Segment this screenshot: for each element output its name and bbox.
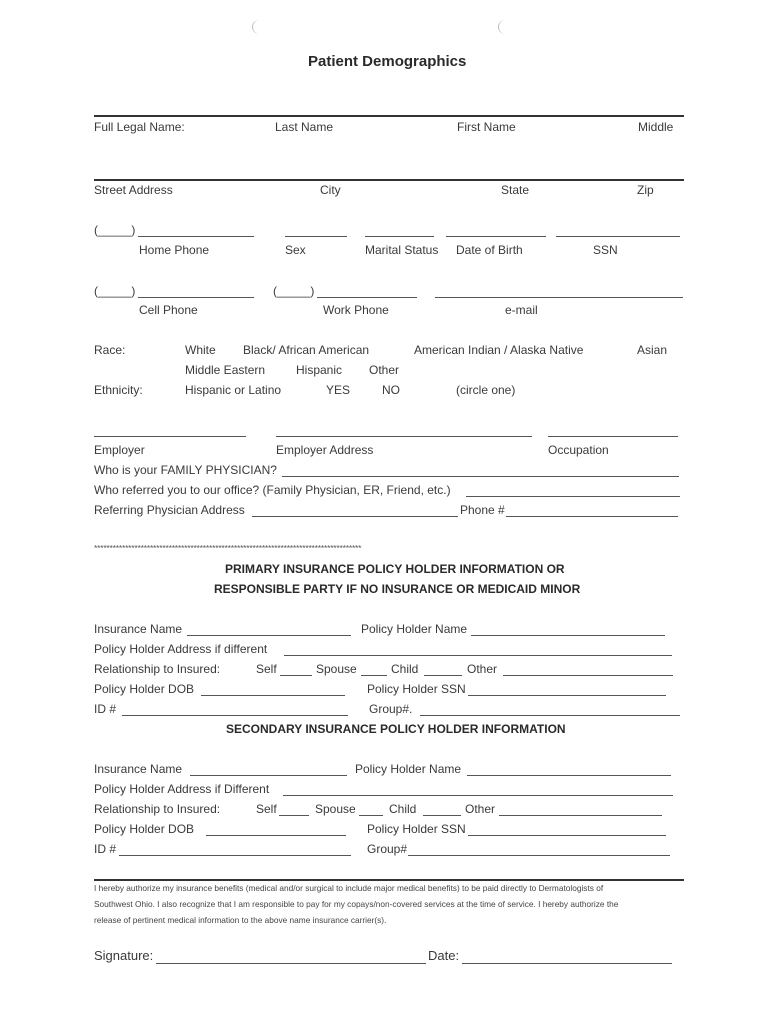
email-line[interactable] [435,297,683,298]
secondary-id-label: ID # [94,842,117,856]
primary-insurance-name-label: Insurance Name [94,622,183,636]
primary-address-label: Policy Holder Address if different [94,642,268,656]
occupation-label: Occupation [548,443,609,457]
city-label: City [320,183,341,197]
dob-line[interactable] [446,236,546,237]
primary-self-line[interactable] [280,675,312,676]
primary-policy-holder-name-label: Policy Holder Name [361,622,468,636]
state-label: State [501,183,530,197]
employer-address-label: Employer Address [276,443,374,457]
occupation-line[interactable] [548,436,678,437]
home-phone-line[interactable] [138,236,254,237]
primary-policy-holder-name-line[interactable] [471,635,665,636]
date-line[interactable] [462,963,672,964]
address-top-rule [94,179,684,181]
secondary-relationship-label: Relationship to Insured: [94,802,221,816]
race-option-black[interactable]: Black/ African American [243,343,370,357]
secondary-address-line[interactable] [283,795,673,796]
primary-child-option[interactable]: Child [391,662,419,676]
cell-phone-area-code: (_____) [94,284,136,298]
referring-physician-label: Referring Physician Address [94,503,245,517]
family-physician-question: Who is your FAMILY PHYSICIAN? [94,463,277,477]
secondary-ssn-line[interactable] [468,835,666,836]
sex-line[interactable] [285,236,347,237]
ssn-line[interactable] [556,236,680,237]
secondary-ssn-label: Policy Holder SSN [367,822,466,836]
family-physician-line[interactable] [282,476,679,477]
sex-label: Sex [285,243,306,257]
race-label: Race: [94,343,126,357]
authorization-line-3: release of pertinent medical information to the above name insurance carrier(s). [94,915,387,925]
marital-status-label: Marital Status [365,243,439,257]
street-address-label: Street Address [94,183,173,197]
primary-other-line[interactable] [503,675,673,676]
primary-ssn-label: Policy Holder SSN [367,682,466,696]
last-name-label: Last Name [275,120,334,134]
ethnicity-value: Hispanic or Latino [185,383,282,397]
page-title: Patient Demographics [308,53,467,70]
primary-id-label: ID # [94,702,117,716]
primary-id-line[interactable] [122,715,348,716]
punch-hole-right [498,20,513,34]
ethnicity-no[interactable]: NO [382,383,400,397]
employer-address-line[interactable] [276,436,532,437]
date-label: Date: [428,948,460,963]
secondary-group-line[interactable] [408,855,670,856]
zip-label: Zip [637,183,654,197]
primary-group-line[interactable] [420,715,680,716]
referring-physician-line[interactable] [252,516,458,517]
ssn-label: SSN [593,243,618,257]
race-option-hispanic[interactable]: Hispanic [296,363,343,377]
dob-label: Date of Birth [456,243,523,257]
work-phone-area-code: (_____) [273,284,315,298]
secondary-address-label: Policy Holder Address if Different [94,782,270,796]
primary-group-label: Group#. [369,702,413,716]
primary-insurance-name-line[interactable] [187,635,351,636]
cell-phone-label: Cell Phone [139,303,198,317]
primary-self-option[interactable]: Self [256,662,277,676]
race-option-american-indian[interactable]: American Indian / Alaska Native [414,343,584,357]
secondary-id-line[interactable] [119,855,351,856]
race-option-middle-eastern[interactable]: Middle Eastern [185,363,266,377]
secondary-child-line[interactable] [423,815,461,816]
ethnicity-yes[interactable]: YES [326,383,351,397]
middle-name-label: Middle [638,120,674,134]
primary-dob-line[interactable] [201,695,345,696]
referred-question: Who referred you to our office? (Family Physician, ER, Friend, etc.) [94,483,451,497]
primary-heading-2: RESPONSIBLE PARTY IF NO INSURANCE OR MEDICAID MINOR [214,582,581,596]
asterisk-separator: ************************************************************************************** [94,543,362,553]
secondary-dob-label: Policy Holder DOB [94,822,195,836]
secondary-insurance-name-label: Insurance Name [94,762,183,776]
secondary-policy-holder-name-line[interactable] [467,775,671,776]
primary-heading-1: PRIMARY INSURANCE POLICY HOLDER INFORMATION OR [225,562,565,576]
secondary-spouse-line[interactable] [359,815,383,816]
referred-line[interactable] [466,496,680,497]
home-phone-area-code: (_____) [94,223,136,237]
secondary-insurance-name-line[interactable] [190,775,347,776]
secondary-self-line[interactable] [279,815,309,816]
primary-relationship-label: Relationship to Insured: [94,662,221,676]
authorization-line-2: Southwest Ohio. I also recognize that I am responsible to pay for my copays/non-covered services at the time of service. I hereby authorize the [94,899,619,909]
primary-address-line[interactable] [284,655,672,656]
full-legal-name-label: Full Legal Name: [94,120,185,134]
secondary-policy-holder-name-label: Policy Holder Name [355,762,462,776]
race-option-other[interactable]: Other [369,363,400,377]
email-label: e-mail [505,303,538,317]
referring-phone-line[interactable] [506,516,678,517]
secondary-self-option[interactable]: Self [256,802,277,816]
marital-status-line[interactable] [365,236,434,237]
circle-one-note: (circle one) [456,383,516,397]
signature-label: Signature: [94,948,154,963]
race-option-asian[interactable]: Asian [637,343,668,357]
primary-spouse-option[interactable]: Spouse [316,662,357,676]
punch-hole-left [252,20,267,34]
primary-dob-label: Policy Holder DOB [94,682,195,696]
secondary-heading: SECONDARY INSURANCE POLICY HOLDER INFORMATION [226,722,566,736]
ethnicity-label: Ethnicity: [94,383,143,397]
primary-other-option[interactable]: Other [467,662,498,676]
employer-line[interactable] [94,436,246,437]
secondary-other-option[interactable]: Other [465,802,496,816]
race-option-white[interactable]: White [185,343,216,357]
secondary-dob-line[interactable] [206,835,346,836]
secondary-child-option[interactable]: Child [389,802,417,816]
secondary-group-label: Group# [367,842,408,856]
authorization-line-1: I hereby authorize my insurance benefits (medical and/or surgical to include major medical benefits) to be paid directly to Dermatologists of [94,883,604,893]
work-phone-line[interactable] [317,297,417,298]
cell-phone-line[interactable] [138,297,254,298]
referring-phone-label: Phone # [460,503,505,517]
secondary-spouse-option[interactable]: Spouse [315,802,356,816]
primary-spouse-line[interactable] [361,675,387,676]
name-top-rule [94,115,684,117]
primary-child-line[interactable] [424,675,462,676]
first-name-label: First Name [457,120,516,134]
work-phone-label: Work Phone [323,303,389,317]
home-phone-label: Home Phone [139,243,210,257]
primary-ssn-line[interactable] [468,695,666,696]
signature-line[interactable] [156,963,426,964]
employer-label: Employer [94,443,145,457]
secondary-other-line[interactable] [499,815,662,816]
